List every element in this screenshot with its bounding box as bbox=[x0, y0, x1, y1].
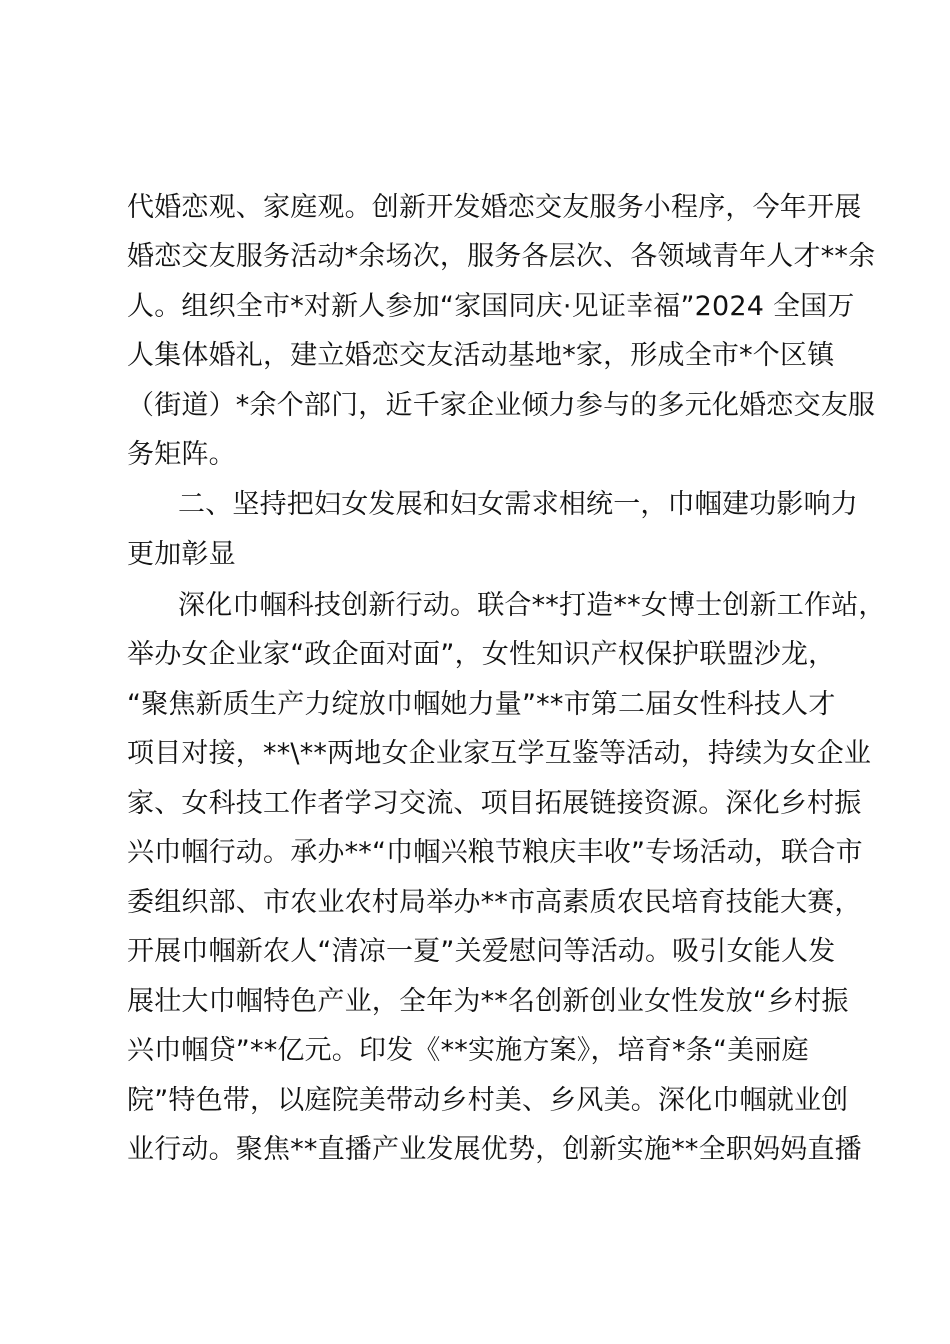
paragraph-line: 人集体婚礼，建立婚恋交友活动基地*家，形成全市*个区镇 bbox=[127, 340, 835, 371]
paragraph-line: 兴巾帼行动。承办**“巾帼兴粮节粮庆丰收”专场活动，联合市 bbox=[127, 837, 863, 868]
paragraph-line: 院”特色带，以庭院美带动乡村美、乡风美。深化巾帼就业创 bbox=[127, 1085, 849, 1116]
paragraph-line: 兴巾帼贷”**亿元。印发《**实施方案》，培育*条“美丽庭 bbox=[127, 1035, 809, 1066]
paragraph-line: 委组织部、市农业农村局举办**市高素质农民培育技能大赛， bbox=[127, 887, 862, 918]
paragraph-line: 举办女企业家“政企面对面”，女性知识产权保护联盟沙龙， bbox=[127, 639, 836, 670]
paragraph-line: “聚焦新质生产力绽放巾帼她力量”**市第二届女性科技人才 bbox=[127, 689, 836, 720]
paragraph-line: 展壮大巾帼特色产业，全年为**名创新创业女性发放“乡村振 bbox=[127, 986, 849, 1017]
section-heading: 二、坚持把妇女发展和妇女需求相统一，巾帼建功影响力 bbox=[178, 489, 858, 520]
paragraph-line: 家、女科技工作者学习交流、项目拓展链接资源。深化乡村振 bbox=[127, 788, 862, 819]
paragraph-line: 深化巾帼科技创新行动。联合**打造**女博士创新工作站， bbox=[178, 590, 886, 621]
paragraph-line: 务矩阵。 bbox=[127, 439, 236, 470]
paragraph-line: （街道）*余个部门，近千家企业倾力参与的多元化婚恋交友服 bbox=[127, 390, 876, 421]
paragraph-line: 婚恋交友服务活动*余场次，服务各层次、各领域青年人才**余 bbox=[127, 241, 876, 272]
paragraph-line: 人。组织全市*对新人参加“家国同庆·见证幸福”2024 全国万 bbox=[127, 291, 855, 322]
paragraph-line: 业行动。聚焦**直播产业发展优势，创新实施**全职妈妈直播 bbox=[127, 1134, 862, 1165]
section-heading-continued: 更加彰显 bbox=[127, 539, 236, 570]
paragraph-line: 代婚恋观、家庭观。创新开发婚恋交友服务小程序，今年开展 bbox=[127, 192, 862, 223]
paragraph-line: 开展巾帼新农人“清凉一夏”关爱慰问等活动。吸引女能人发 bbox=[127, 936, 836, 967]
paragraph-line: 项目对接，**\**两地女企业家互学互鉴等活动，持续为女企业 bbox=[127, 738, 872, 769]
